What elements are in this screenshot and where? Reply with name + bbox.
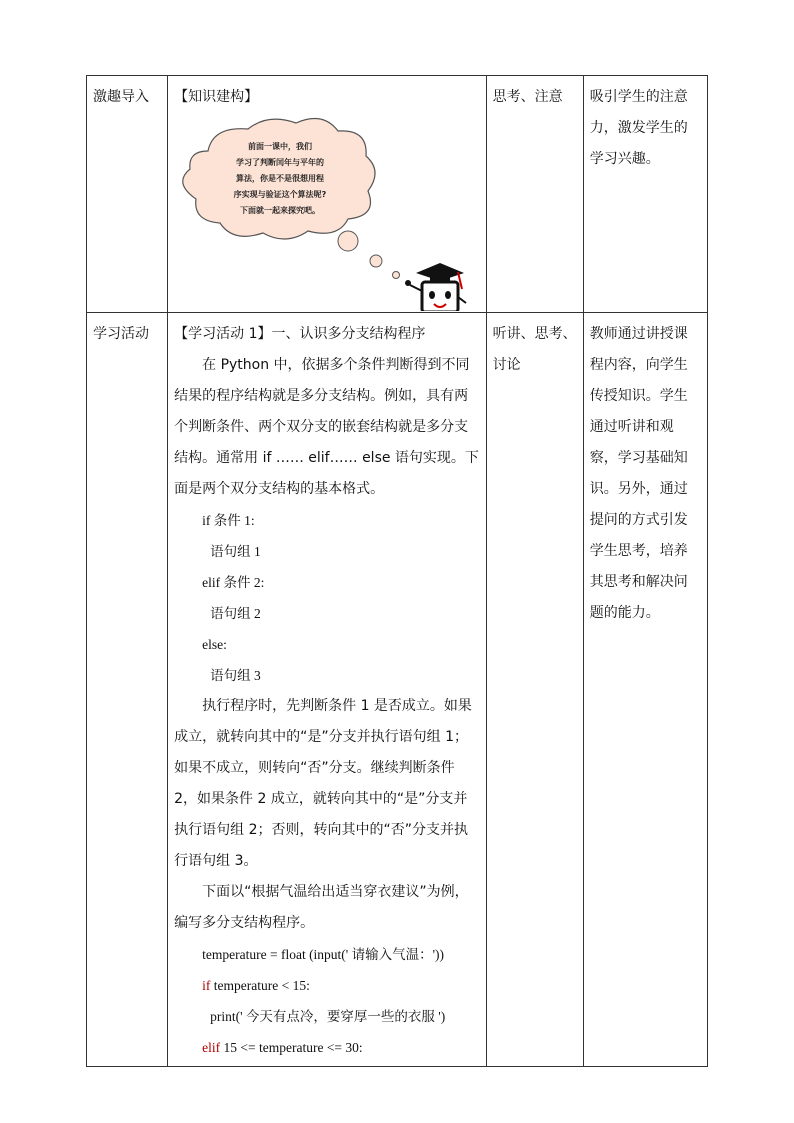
code-line: if temperature < 15:: [202, 978, 310, 993]
syntax-line: 语句组 3: [210, 668, 261, 683]
activity-title: 【学习活动 1】一、认识多分支结构程序: [174, 326, 426, 342]
table-row: [87, 313, 708, 1067]
bubble-line: 序实现与验证这个算法呢?: [233, 190, 327, 199]
keyword: elif: [202, 1040, 221, 1055]
student-activity: 听讲、思考、讨论: [492, 326, 577, 373]
student-activity: 思考、注意: [492, 89, 563, 105]
bubble-line: 下面就一起来探究吧。: [240, 206, 321, 215]
content-cell: [168, 313, 487, 1067]
code-line: print(' 今天有点冷，要穿厚一些的衣服 '): [210, 1009, 446, 1024]
illustration: [168, 111, 484, 311]
stage-label: 学习活动: [93, 326, 149, 342]
paragraph: 下面以“根据气温给出适当穿衣建议”为例，编写多分支结构程序。: [174, 884, 469, 931]
paragraph: 在 Python 中，依据多个条件判断得到不同结果的程序结构就是多分支结构。例如，具有两个判断条件、两个双分支的嵌套结构就是多分支结构。通常用 if …… elif…… else 语句实现。下面是两个双分支结构的基本格式。: [174, 357, 479, 497]
student-activity-cell: [486, 76, 583, 313]
bubble-line: 算法，你是不是很想用程: [236, 174, 325, 183]
design-purpose: 吸引学生的注意力，激发学生的学习兴趣。: [589, 89, 688, 167]
section-title: 【知识建构】: [174, 89, 259, 105]
stage-label: 激趣导入: [93, 89, 149, 105]
student-activity-cell: [486, 313, 583, 1067]
stage-cell: [87, 313, 168, 1067]
thought-cloud-icon: [183, 119, 400, 279]
design-purpose: 教师通过讲授课程内容，向学生传授知识。学生通过听讲和观察，学习基础知识。另外，通过提问的方式引发学生思考，培养其思考和解决问题的能力。: [589, 326, 688, 621]
bubble-line: 学习了判断闰年与平年的: [236, 158, 325, 167]
table-row: [87, 76, 708, 313]
lesson-plan-table: [86, 75, 708, 1067]
purpose-cell: [583, 76, 707, 313]
keyword: if: [202, 978, 211, 993]
syntax-line: else:: [202, 637, 227, 652]
syntax-line: if 条件 1:: [202, 513, 255, 528]
bubble-line: 前面一课中，我们: [248, 142, 313, 151]
content-cell: [168, 76, 487, 313]
paragraph: 执行程序时，先判断条件 1 是否成立。如果成立，就转向其中的“是”分支并执行语句组 1；如果不成立，则转向“否”分支。继续判断条件 2，如果条件 2 成立，就转向其中的“是”分支并执行语句组 2；否则，转向其中的“否”分支并执行语句组 3。: [174, 698, 472, 869]
code-line: temperature = float (input(' 请输入气温：')): [202, 947, 445, 962]
syntax-line: 语句组 1: [210, 544, 261, 559]
purpose-cell: [583, 313, 707, 1067]
syntax-line: elif 条件 2:: [202, 575, 265, 590]
code-line: elif 15 <= temperature <= 30:: [202, 1040, 363, 1055]
cartoon-mascot-icon: [405, 263, 466, 311]
syntax-line: 语句组 2: [210, 606, 261, 621]
stage-cell: [87, 76, 168, 313]
